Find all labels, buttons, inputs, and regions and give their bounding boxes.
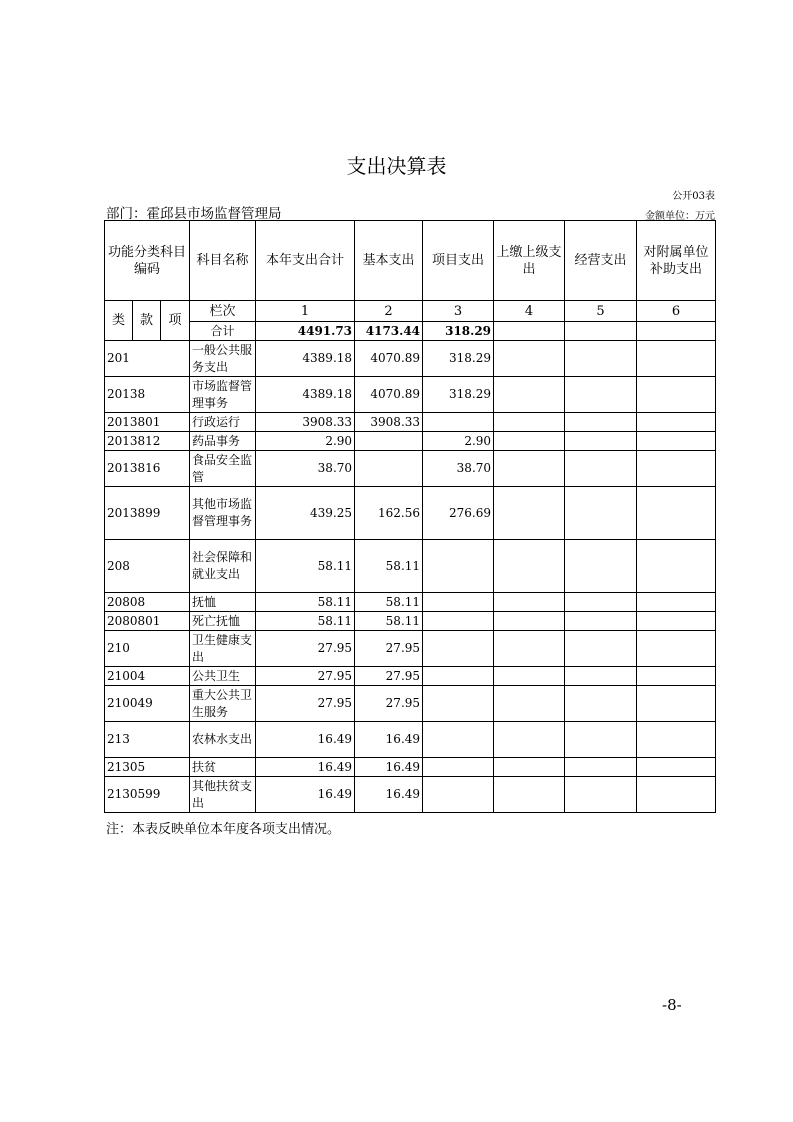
total-upper — [494, 322, 565, 341]
header-lanci: 栏次 — [190, 301, 256, 322]
table-row — [105, 612, 716, 631]
row-code: 20808 — [105, 593, 190, 612]
row-name: 社会保障和就业支出 — [190, 540, 256, 593]
row-subsidy — [637, 593, 716, 612]
header-total: 本年支出合计 — [256, 221, 355, 301]
row-basic: 27.95 — [355, 686, 423, 722]
row-business — [565, 758, 637, 777]
total-total: 4491.73 — [256, 322, 355, 341]
row-project — [423, 777, 494, 813]
row-code: 208 — [105, 540, 190, 593]
row-business — [565, 777, 637, 813]
table-row — [105, 413, 716, 432]
header-xiang: 项 — [161, 301, 190, 341]
row-code: 21004 — [105, 667, 190, 686]
row-name: 死亡抚恤 — [190, 612, 256, 631]
row-code: 2013812 — [105, 432, 190, 451]
department-label: 部门：霍邱县市场监督管理局 — [106, 206, 282, 222]
row-basic: 16.49 — [355, 758, 423, 777]
col-no-6: 6 — [637, 301, 716, 322]
row-total: 4389.18 — [256, 341, 355, 377]
row-name: 扶贫 — [190, 758, 256, 777]
row-basic: 58.11 — [355, 612, 423, 631]
table-row — [105, 777, 716, 813]
row-business — [565, 612, 637, 631]
row-total: 439.25 — [256, 487, 355, 540]
row-business — [565, 722, 637, 758]
row-subsidy — [637, 540, 716, 593]
row-business — [565, 540, 637, 593]
page-number: -8- — [662, 996, 682, 1014]
total-business — [565, 322, 637, 341]
row-total: 16.49 — [256, 758, 355, 777]
row-project — [423, 593, 494, 612]
row-code: 210 — [105, 631, 190, 667]
row-upper — [494, 593, 565, 612]
row-name: 其他扶贫支出 — [190, 777, 256, 813]
col-no-4: 4 — [494, 301, 565, 322]
total-basic: 4173.44 — [355, 322, 423, 341]
row-total: 3908.33 — [256, 413, 355, 432]
row-code: 2080801 — [105, 612, 190, 631]
row-business — [565, 413, 637, 432]
row-code: 20138 — [105, 377, 190, 413]
expenditure-table — [104, 220, 716, 813]
row-business — [565, 432, 637, 451]
row-code: 210049 — [105, 686, 190, 722]
row-total: 27.95 — [256, 686, 355, 722]
row-basic: 4070.89 — [355, 377, 423, 413]
row-total: 58.11 — [256, 612, 355, 631]
row-business — [565, 667, 637, 686]
total-row — [105, 322, 716, 341]
unit-label: 金额单位：万元 — [645, 211, 715, 222]
row-subsidy — [637, 432, 716, 451]
row-project — [423, 631, 494, 667]
total-label: 合计 — [190, 322, 256, 341]
row-total: 4389.18 — [256, 377, 355, 413]
row-name: 公共卫生 — [190, 667, 256, 686]
row-project — [423, 686, 494, 722]
col-no-3: 3 — [423, 301, 494, 322]
table-row — [105, 540, 716, 593]
header-basic: 基本支出 — [355, 221, 423, 301]
row-upper — [494, 540, 565, 593]
row-upper — [494, 722, 565, 758]
row-project: 276.69 — [423, 487, 494, 540]
row-basic: 58.11 — [355, 540, 423, 593]
header-row — [105, 221, 716, 301]
row-total: 16.49 — [256, 777, 355, 813]
footnote: 注：本表反映单位本年度各项支出情况。 — [106, 822, 341, 837]
table-row — [105, 722, 716, 758]
table-row — [105, 758, 716, 777]
row-project — [423, 612, 494, 631]
table-row — [105, 451, 716, 487]
row-subsidy — [637, 377, 716, 413]
row-business — [565, 341, 637, 377]
row-project — [423, 722, 494, 758]
row-basic: 3908.33 — [355, 413, 423, 432]
row-project: 318.29 — [423, 341, 494, 377]
table-row — [105, 667, 716, 686]
row-upper — [494, 686, 565, 722]
row-name: 重大公共卫生服务 — [190, 686, 256, 722]
col-no-2: 2 — [355, 301, 423, 322]
header-business: 经营支出 — [565, 221, 637, 301]
row-name: 药品事务 — [190, 432, 256, 451]
row-code: 2013899 — [105, 487, 190, 540]
row-upper — [494, 377, 565, 413]
row-total: 27.95 — [256, 667, 355, 686]
row-subsidy — [637, 777, 716, 813]
table-row — [105, 432, 716, 451]
col-no-1: 1 — [256, 301, 355, 322]
header-project: 项目支出 — [423, 221, 494, 301]
row-upper — [494, 432, 565, 451]
row-basic: 27.95 — [355, 667, 423, 686]
row-code: 21305 — [105, 758, 190, 777]
row-total: 16.49 — [256, 722, 355, 758]
row-total: 58.11 — [256, 540, 355, 593]
row-project: 318.29 — [423, 377, 494, 413]
total-project: 318.29 — [423, 322, 494, 341]
row-project — [423, 540, 494, 593]
row-code: 2013801 — [105, 413, 190, 432]
row-upper — [494, 667, 565, 686]
table-row — [105, 686, 716, 722]
column-number-row — [105, 301, 716, 322]
row-upper — [494, 341, 565, 377]
row-subsidy — [637, 487, 716, 540]
row-name: 食品安全监管 — [190, 451, 256, 487]
row-name: 卫生健康支出 — [190, 631, 256, 667]
col-no-5: 5 — [565, 301, 637, 322]
table-row — [105, 377, 716, 413]
row-name: 其他市场监督管理事务 — [190, 487, 256, 540]
row-upper — [494, 413, 565, 432]
row-basic: 58.11 — [355, 593, 423, 612]
row-total: 27.95 — [256, 631, 355, 667]
row-code: 2130599 — [105, 777, 190, 813]
table-row — [105, 341, 716, 377]
row-business — [565, 377, 637, 413]
row-subsidy — [637, 722, 716, 758]
row-subsidy — [637, 341, 716, 377]
row-subsidy — [637, 758, 716, 777]
row-basic — [355, 451, 423, 487]
row-code: 213 — [105, 722, 190, 758]
row-total: 58.11 — [256, 593, 355, 612]
row-name: 行政运行 — [190, 413, 256, 432]
row-subsidy — [637, 413, 716, 432]
row-business — [565, 451, 637, 487]
row-upper — [494, 758, 565, 777]
row-code: 2013816 — [105, 451, 190, 487]
table-row — [105, 487, 716, 540]
row-subsidy — [637, 667, 716, 686]
header-lei: 类 — [105, 301, 133, 341]
row-subsidy — [637, 612, 716, 631]
row-basic: 16.49 — [355, 722, 423, 758]
row-project — [423, 758, 494, 777]
row-total: 38.70 — [256, 451, 355, 487]
row-project — [423, 667, 494, 686]
row-business — [565, 593, 637, 612]
row-upper — [494, 612, 565, 631]
table-row — [105, 631, 716, 667]
row-subsidy — [637, 631, 716, 667]
row-basic: 16.49 — [355, 777, 423, 813]
row-code: 201 — [105, 341, 190, 377]
header-subsidy: 对附属单位补助支出 — [637, 221, 716, 301]
header-name: 科目名称 — [190, 221, 256, 301]
row-name: 农林水支出 — [190, 722, 256, 758]
row-project: 38.70 — [423, 451, 494, 487]
table-row — [105, 593, 716, 612]
row-basic: 162.56 — [355, 487, 423, 540]
row-project — [423, 413, 494, 432]
row-upper — [494, 631, 565, 667]
row-total: 2.90 — [256, 432, 355, 451]
row-basic — [355, 432, 423, 451]
header-upper: 上缴上级支出 — [494, 221, 565, 301]
row-basic: 27.95 — [355, 631, 423, 667]
page-title: 支出决算表 — [346, 154, 447, 178]
row-name: 抚恤 — [190, 593, 256, 612]
row-upper — [494, 487, 565, 540]
row-name: 一般公共服务支出 — [190, 341, 256, 377]
row-basic: 4070.89 — [355, 341, 423, 377]
row-business — [565, 487, 637, 540]
total-subsidy — [637, 322, 716, 341]
header-code: 功能分类科目编码 — [105, 221, 190, 301]
row-subsidy — [637, 686, 716, 722]
row-business — [565, 686, 637, 722]
row-upper — [494, 451, 565, 487]
row-business — [565, 631, 637, 667]
row-name: 市场监督管理事务 — [190, 377, 256, 413]
row-project: 2.90 — [423, 432, 494, 451]
row-subsidy — [637, 451, 716, 487]
header-kuan: 款 — [133, 301, 161, 341]
row-upper — [494, 777, 565, 813]
form-number: 公开03表 — [672, 191, 715, 202]
